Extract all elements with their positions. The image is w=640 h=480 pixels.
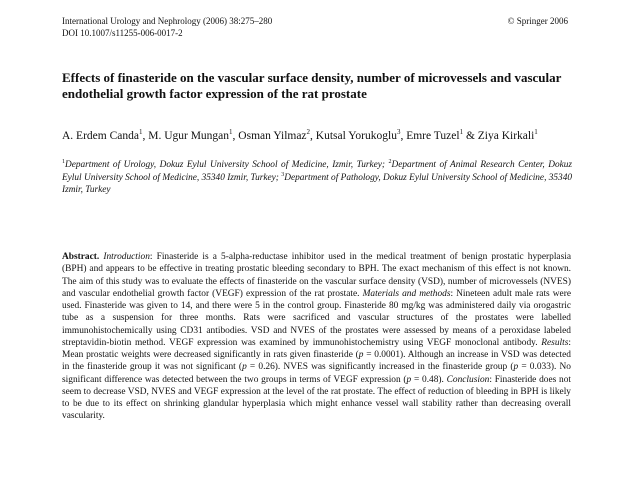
journal-citation: International Urology and Nephrology (2006) 38:275–280 — [62, 16, 273, 26]
p-symbol: p — [406, 374, 412, 385]
doi: DOI 10.1007/s11255-006-0017-2 — [62, 28, 183, 38]
affiliation-marker: 1 — [138, 128, 143, 137]
affiliation-marker: 3 — [396, 128, 401, 137]
author-separator: , — [142, 130, 149, 142]
methods-label: Materials and methods — [362, 288, 451, 299]
author-name: M. Ugur Mungan — [148, 130, 230, 142]
affiliation-text: Department of Animal Research Center, Dokuz Eylul University School of Medicine, 35340 Izmir, Turkey; — [62, 160, 572, 183]
author-separator: , — [310, 130, 316, 142]
abstract — [62, 251, 571, 473]
p-symbol: p — [513, 362, 519, 373]
affiliation-marker: 1 — [534, 128, 538, 137]
affiliation-number: 3 — [281, 171, 285, 178]
introduction-label: Introduction — [103, 252, 150, 262]
results-text-2: = 0.0001). Although an increase in VSD was detected in the finasteride group it was not significant ( — [62, 350, 571, 373]
author-name: Emre Tuzel — [406, 130, 460, 142]
affiliation-number: 1 — [62, 158, 65, 165]
author-name: Kutsal Yorukoglu — [315, 130, 397, 142]
p-symbol: p — [242, 362, 247, 373]
abstract-label: Abstract. — [62, 252, 100, 262]
affiliations — [62, 159, 572, 197]
affiliation-text: Department of Pathology, Dokuz Eylul University School of Medicine, 35340 Izmir, Turkey — [62, 172, 572, 195]
affiliation-number: 2 — [388, 158, 392, 165]
p-symbol: p — [358, 350, 364, 360]
copyright-notice: © Springer 2006 — [507, 16, 568, 26]
article-title: Effects of finasteride on the vascular surface density, number of microvessels and vascular endothelial growth factor expression of the rat prostate — [62, 70, 562, 101]
author-list — [62, 129, 572, 143]
results-text-4: = 0.033). No significant difference was detected between the two groups in terms of VEGF expression ( — [62, 362, 571, 385]
affiliation-text: Department of Urology, Dokuz Eylul University School of Medicine, Izmir, Turkey; — [65, 160, 389, 170]
author-separator: , — [232, 130, 239, 142]
conclusion-label: Conclusion — [446, 374, 490, 385]
results-label: Results — [541, 337, 569, 348]
journal-header — [62, 16, 568, 27]
results-text-5: = 0.48). — [411, 374, 447, 385]
affiliation-marker: 2 — [306, 128, 311, 137]
author-name: Osman Yilmaz — [238, 130, 307, 142]
conclusion-text: : Finasteride does not seem to decrease VSD, NVES and VEGF expression at the level of the rat prostate. The effect of reduction of bleeding in BPH is likely to be due to its effect on shrinking glandular hyperplasia which might enhance vessel wall stability rather than decreasing overall vascularity. — [62, 374, 571, 422]
affiliation-marker: 1 — [459, 128, 464, 137]
doi-line — [62, 28, 568, 39]
author-name: & Ziya Kirkali — [465, 130, 535, 142]
affiliation-marker: 1 — [229, 128, 233, 137]
author-name: A. Erdem Canda — [62, 130, 139, 142]
author-separator: , — [400, 130, 407, 142]
methods-text: : Nineteen adult male rats were used. Finasteride was given to 14, and there were 5 in the control group. Finasteride 80 mg/kg was administered daily via orogastric tube as a suspension for three months. Rats were sacrificed and vascular structures of the prostates were labelled immunohistochemically using CD31 antibodies. VSD and NVES of the prostates were assessed by means of a peroxidase labeled streptavidin-biotin method. VEGF expression was examined by immunohistochemistry using VEGF monoclonal antibody. — [62, 288, 571, 348]
results-text-1: : Mean prostatic weights were decreased significantly in rats given finasteride ( — [62, 337, 571, 360]
results-text-3: = 0.26). NVES was significantly increased in the finasteride group ( — [246, 362, 514, 373]
introduction-text: : Finasteride is a 5-alpha-reductase inhibitor used in the medical treatment of benign prostatic hyperplasia (BPH) and appears to be effective in treating prostatic bleeding secondary to BPH. The exact mechanism of this effect is not known. The aim of this study was to evaluate the effects of finasteride on the vascular surface density (VSD), number of microvessels (NVES) and vascular endothelial growth factor (VEGF) expression of the rat prostate. — [62, 252, 571, 299]
